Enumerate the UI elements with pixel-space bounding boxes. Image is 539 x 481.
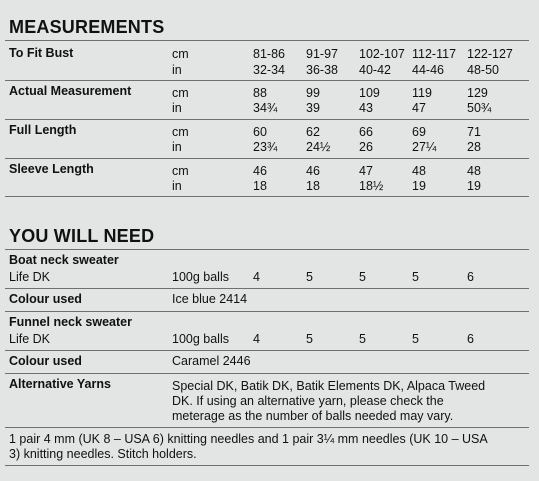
funnel-neck-title: Funnel neck sweater	[9, 315, 132, 329]
divider	[5, 40, 529, 41]
yarn-name: Life DK	[9, 332, 50, 346]
unit-cm: cm	[172, 86, 189, 100]
value: 69	[412, 125, 426, 139]
colour-label: Colour used	[9, 292, 82, 306]
value: 91-97	[306, 47, 338, 61]
value: 66	[359, 125, 373, 139]
divider	[5, 311, 529, 312]
balls-value: 6	[467, 270, 474, 284]
measurements-heading: MEASUREMENTS	[9, 17, 165, 37]
boat-neck-title: Boat neck sweater	[9, 253, 119, 267]
divider	[5, 80, 529, 81]
value: 60	[253, 125, 267, 139]
value: 109	[359, 86, 380, 100]
value: 48-50	[467, 63, 499, 77]
divider	[5, 465, 529, 466]
yarn-name: Life DK	[9, 270, 50, 284]
balls-value: 4	[253, 270, 260, 284]
value: 43	[359, 101, 373, 115]
unit-in: in	[172, 101, 182, 115]
divider	[5, 350, 529, 351]
value: 19	[412, 179, 426, 193]
needles-line: 1 pair 4 mm (UK 8 – USA 6) knitting needles and 1 pair 3¼ mm needles (UK 10 – USA	[9, 432, 488, 446]
value: 19	[467, 179, 481, 193]
balls-value: 5	[412, 270, 419, 284]
colour-value: Ice blue 2414	[172, 292, 248, 306]
yarn-unit: 100g balls	[172, 270, 229, 284]
value: 71	[467, 125, 481, 139]
row-label: Full Length	[9, 123, 77, 137]
value: 39	[306, 101, 320, 115]
value: 102-107	[359, 47, 405, 61]
alternative-yarns-line: meterage as the number of balls needed may vary.	[172, 409, 454, 423]
balls-value: 4	[253, 332, 260, 346]
needles-line: 3) knitting needles. Stitch holders.	[9, 447, 197, 461]
divider	[5, 288, 529, 289]
divider	[5, 427, 529, 428]
row-label: Sleeve Length	[9, 162, 94, 176]
balls-value: 5	[306, 332, 313, 346]
colour-value: Caramel 2446	[172, 354, 251, 368]
unit-in: in	[172, 140, 182, 154]
value: 32-34	[253, 63, 285, 77]
divider	[5, 158, 529, 159]
value: 23¾	[253, 140, 278, 154]
alternative-yarns-line: DK. If using an alternative yarn, please check the	[172, 394, 444, 408]
unit-cm: cm	[172, 125, 189, 139]
divider	[5, 119, 529, 120]
value: 129	[467, 86, 488, 100]
value: 122-127	[467, 47, 513, 61]
row-label: To Fit Bust	[9, 46, 74, 60]
balls-value: 6	[467, 332, 474, 346]
balls-value: 5	[359, 270, 366, 284]
value: 50¾	[467, 101, 492, 115]
balls-value: 5	[359, 332, 366, 346]
value: 47	[359, 164, 373, 178]
value: 48	[412, 164, 426, 178]
value: 18	[306, 179, 320, 193]
value: 62	[306, 125, 320, 139]
value: 27¼	[412, 140, 437, 154]
value: 24½	[306, 140, 331, 154]
value: 46	[306, 164, 320, 178]
value: 47	[412, 101, 426, 115]
value: 119	[412, 86, 432, 100]
unit-in: in	[172, 179, 182, 193]
alternative-yarns-label: Alternative Yarns	[9, 377, 111, 391]
value: 88	[253, 86, 267, 100]
value: 18½	[359, 179, 384, 193]
colour-label: Colour used	[9, 354, 82, 368]
divider	[5, 373, 529, 374]
value: 26	[359, 140, 373, 154]
value: 112-117	[412, 47, 457, 61]
value: 40-42	[359, 63, 391, 77]
value: 36-38	[306, 63, 338, 77]
alternative-yarns-line: Special DK, Batik DK, Batik Elements DK, Alpaca Tweed	[172, 379, 486, 393]
value: 48	[467, 164, 481, 178]
divider	[5, 249, 529, 250]
unit-in: in	[172, 63, 182, 77]
value: 18	[253, 179, 267, 193]
unit-cm: cm	[172, 47, 189, 61]
value: 99	[306, 86, 320, 100]
divider	[5, 196, 529, 197]
balls-value: 5	[306, 270, 313, 284]
value: 34¾	[253, 101, 278, 115]
value: 28	[467, 140, 481, 154]
unit-cm: cm	[172, 164, 189, 178]
value: 46	[253, 164, 267, 178]
you-will-need-heading: YOU WILL NEED	[9, 226, 155, 246]
value: 81-86	[253, 47, 285, 61]
yarn-unit: 100g balls	[172, 332, 229, 346]
row-label: Actual Measurement	[9, 84, 132, 98]
value: 44-46	[412, 63, 444, 77]
balls-value: 5	[412, 332, 419, 346]
